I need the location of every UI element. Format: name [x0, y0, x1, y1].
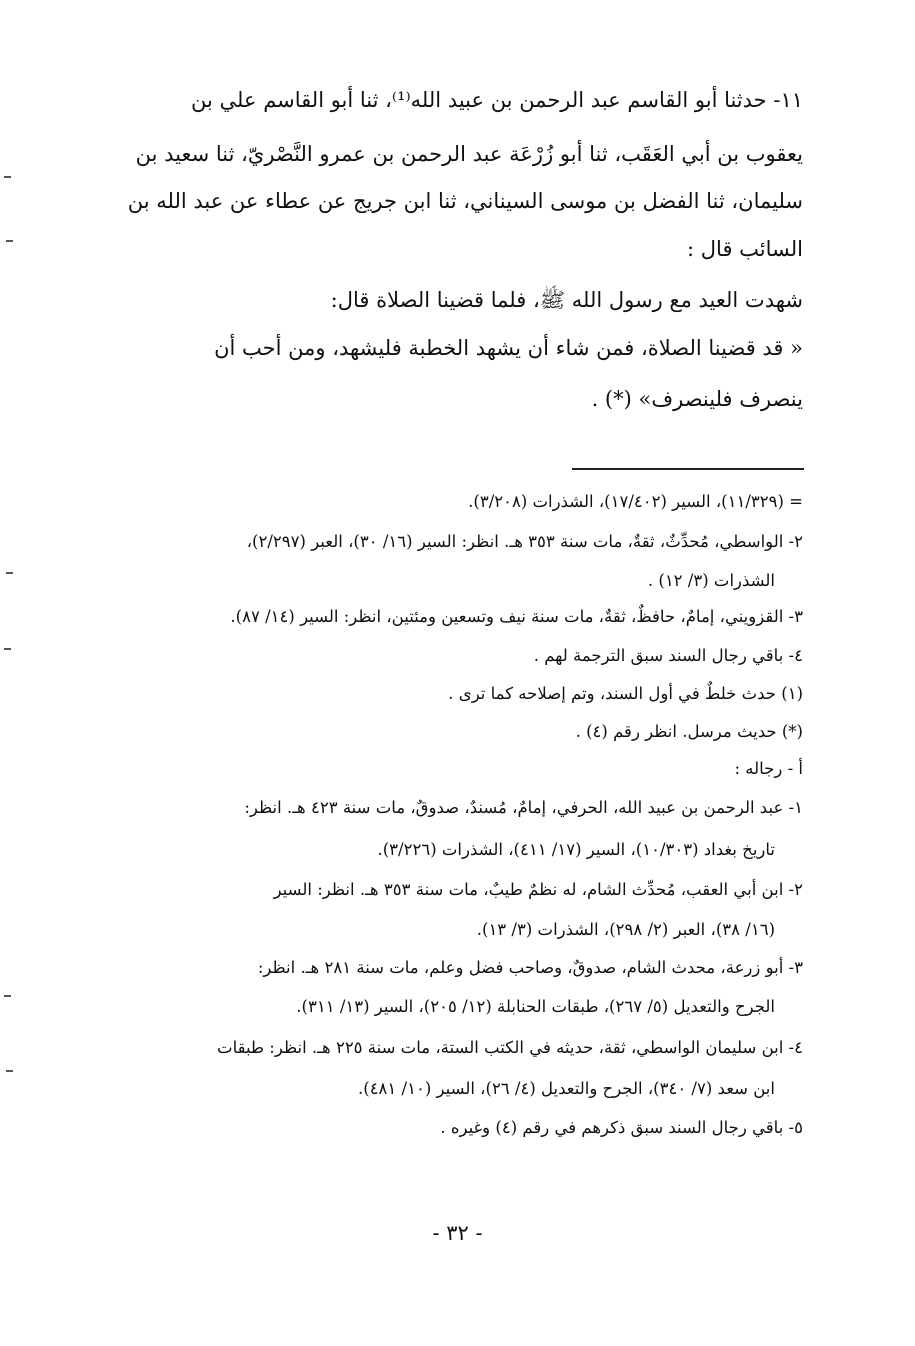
footnote-line: الشذرات (٣/ ١٢) .	[647, 571, 775, 590]
footnote-line: ٤- باقي رجال السند سبق الترجمة لهم .	[533, 646, 803, 665]
scan-mark	[6, 1070, 13, 1072]
page-number: - ٣٢ -	[432, 1221, 483, 1245]
scan-mark	[4, 995, 11, 997]
footnote-line: ٢- ابن أبي العقب، مُحدِّث الشام، له نظمٌ طيبٌ، مات سنة ٣٥٣ هـ. انظر: السير	[273, 880, 803, 899]
scan-mark	[4, 176, 11, 178]
main-line: السائب قال :	[687, 237, 803, 261]
footnote-line: (*) حديث مرسل. انظر رقم (٤) .	[575, 722, 803, 741]
footnote-line: ١- عبد الرحمن بن عبيد الله، الحرفي، إمامٌ، مُسندٌ، صدوقٌ، مات سنة ٤٢٣ هـ. انظر:	[244, 798, 803, 817]
scan-mark	[6, 240, 13, 242]
footnote-separator	[572, 468, 804, 470]
footnote-line: ٢- الواسطي، مُحدِّثٌ، ثقةٌ، مات سنة ٣٥٣ هـ. انظر: السير (١٦/ ٣٠)، العبر (٢/٢٩٧)،	[246, 532, 803, 551]
footnote-line: الجرح والتعديل (٥/ ٢٦٧)، طبقات الحنابلة (١٢/ ٢٠٥)، السير (١٣/ ٣١١).	[296, 997, 775, 1016]
footnote-line: ٥- باقي رجال السند سبق ذكرهم في رقم (٤) وغيره .	[440, 1118, 803, 1137]
main-line: شهدت العيد مع رسول الله ﷺ، فلما قضينا الصلاة قال:	[330, 288, 803, 312]
footnote-line: (١) حدث خلطٌ في أول السند، وتم إصلاحه كما ترى .	[448, 684, 803, 703]
scan-mark	[6, 572, 13, 574]
footnote-line: = (١١/٣٢٩)، السير (١٧/٤٠٢)، الشذرات (٣/٢٠٨).	[468, 492, 803, 511]
footnote-line: ٤- ابن سليمان الواسطي، ثقة، حديثه في الكتب الستة، مات سنة ٢٢٥ هـ. انظر: طبقات	[217, 1038, 803, 1057]
footnote-line: (١٦/ ٣٨)، العبر (٢/ ٢٩٨)، الشذرات (٣/ ١٣).	[476, 920, 775, 939]
scan-mark	[4, 648, 11, 650]
main-line: « قد قضينا الصلاة، فمن شاء أن يشهد الخطبة فليشهد، ومن أحب أن	[214, 336, 803, 360]
footnote-line: تاريخ بغداد (١٠/٣٠٣)، السير (١٧/ ٤١١)، الشذرات (٣/٢٢٦).	[377, 840, 775, 859]
main-line: ١١- حدثنا أبو القاسم عبد الرحمن بن عبيد الله⁽¹⁾، ثنا أبو القاسم علي بن	[191, 88, 803, 112]
footnote-line: ٣- أبو زرعة، محدث الشام، صدوقٌ، وصاحب فضل وعلم، مات سنة ٢٨١ هـ. انظر:	[257, 958, 803, 977]
main-line: ينصرف فلينصرف» (*) .	[591, 387, 803, 411]
main-line: يعقوب بن أبي العَقَب، ثنا أبو زُرْعَة عبد الرحمن بن عمرو النَّصْريّ، ثنا سعيد بن	[135, 142, 803, 166]
footnote-line: ٣- القزويني، إمامٌ، حافظٌ، ثقةٌ، مات سنة نيف وتسعين ومئتين، انظر: السير (١٤/ ٨٧).	[230, 607, 803, 626]
footnote-line: ابن سعد (٧/ ٣٤٠)، الجرح والتعديل (٤/ ٢٦)، السير (١٠/ ٤٨١).	[358, 1079, 775, 1098]
footnote-heading: أ - رجاله :	[734, 759, 803, 778]
main-line: سليمان، ثنا الفضل بن موسى السيناني، ثنا ابن جريج عن عطاء عن عبد الله بن	[127, 189, 803, 213]
